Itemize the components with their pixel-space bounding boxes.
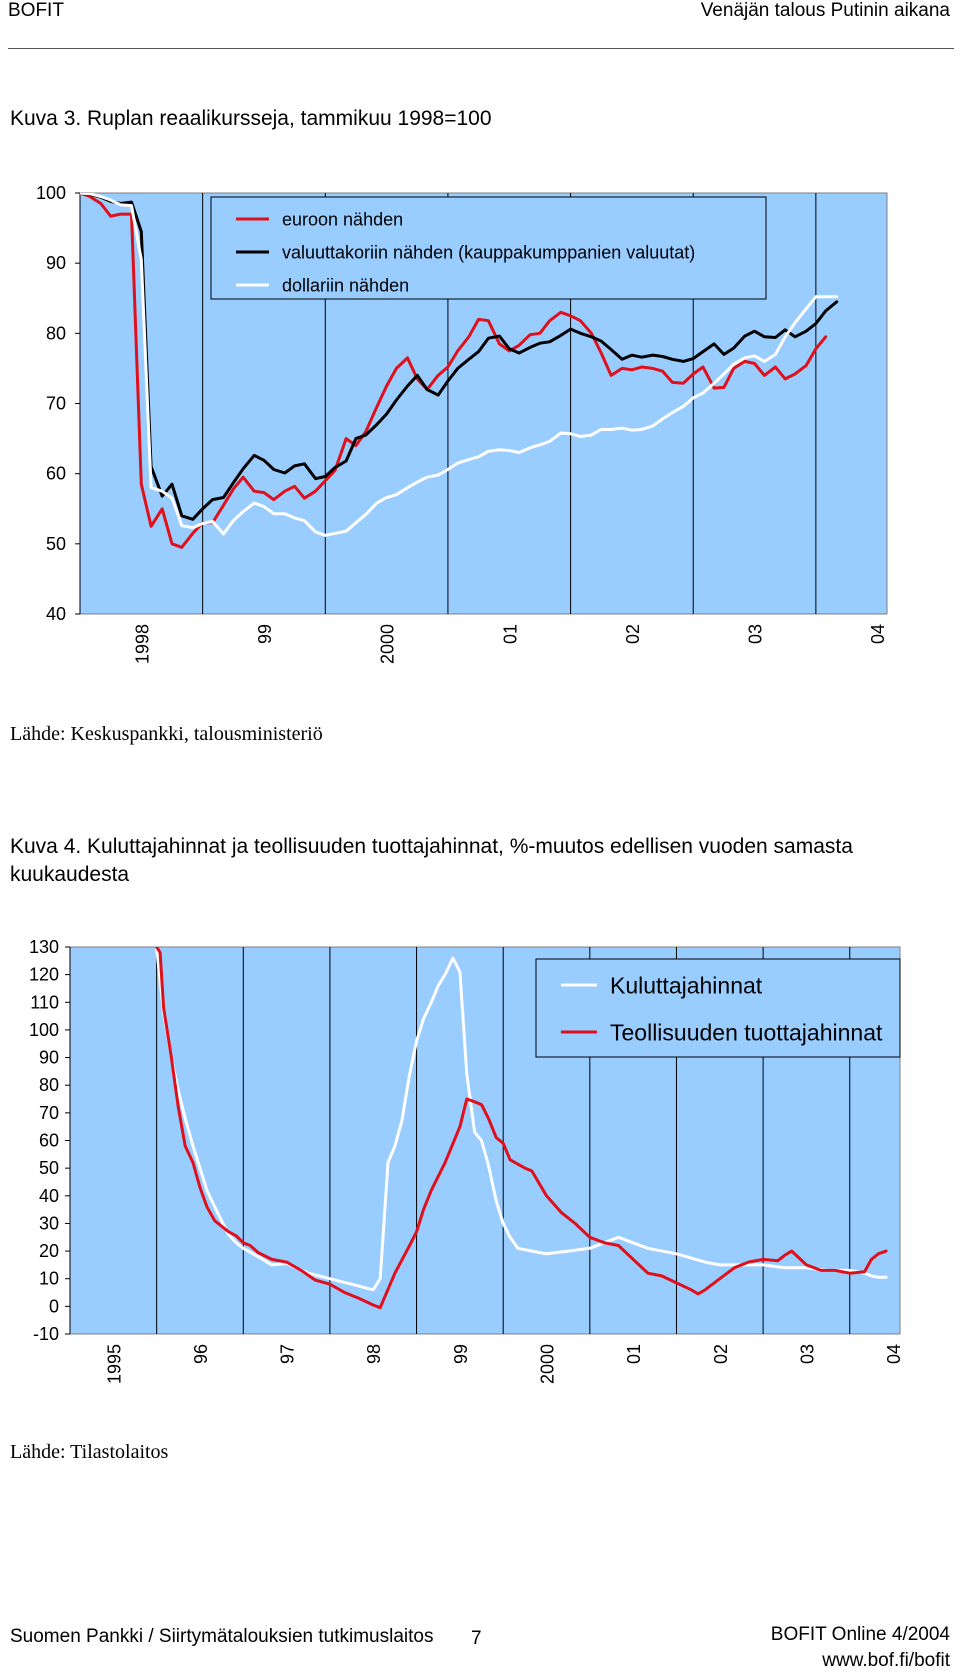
- y-tick-label: 70: [45, 393, 66, 414]
- footer-left: Suomen Pankki / Siirtymätalouksien tutkimuslaitos: [10, 1626, 434, 1647]
- x-tick-label: 98: [364, 1344, 385, 1365]
- x-tick-label: 96: [190, 1344, 211, 1365]
- x-tick-label: 97: [277, 1344, 298, 1365]
- x-tick-label: 01: [500, 624, 521, 645]
- x-tick-label: 2000: [537, 1344, 558, 1385]
- y-tick-label: 90: [45, 253, 66, 274]
- header-left: BOFIT: [8, 0, 64, 21]
- x-tick-label: 02: [710, 1344, 731, 1365]
- legend-label-0: Kuluttajahinnat: [610, 972, 763, 999]
- y-tick-label: 90: [38, 1047, 59, 1068]
- x-tick-label: 01: [624, 1344, 645, 1365]
- y-tick-label: 60: [38, 1130, 59, 1151]
- y-tick-label: 20: [38, 1241, 59, 1262]
- x-tick-label: 2000: [377, 624, 398, 665]
- footer-publication: BOFIT Online 4/2004: [770, 1624, 950, 1645]
- chart-price-inflation: [0, 930, 960, 1410]
- y-tick-label: 70: [38, 1102, 59, 1123]
- y-tick-label: 30: [38, 1213, 59, 1234]
- legend-label-2: dollariin nähden: [282, 275, 410, 296]
- x-tick-label: 02: [622, 624, 643, 645]
- figure3-source: Lähde: Keskuspankki, talousministeriö: [10, 723, 323, 745]
- header-right: Venäjän talous Putinin aikana: [700, 0, 950, 21]
- figure4-source: Lähde: Tilastolaitos: [10, 1441, 169, 1463]
- chart-real-exchange-rates: [0, 160, 960, 665]
- x-tick-label: 04: [868, 624, 889, 645]
- x-tick-label: 99: [450, 1344, 471, 1365]
- footer-right: [771, 1624, 950, 1672]
- figure3-caption: Kuva 3. Ruplan reaalikursseja, tammikuu 1998=100: [10, 107, 492, 130]
- y-tick-label: 130: [28, 937, 59, 957]
- y-tick-label: 40: [45, 604, 66, 624]
- legend-label-0: euroon nähden: [282, 209, 404, 230]
- x-tick-label: 03: [745, 624, 766, 645]
- y-tick-label: 110: [30, 992, 59, 1013]
- y-tick-label: 80: [38, 1075, 59, 1096]
- y-tick-label: 50: [45, 533, 66, 554]
- page-number: 7: [471, 1628, 482, 1649]
- y-tick-label: 60: [45, 463, 66, 484]
- header-rule: [8, 48, 954, 49]
- legend-label-1: Teollisuuden tuottajahinnat: [610, 1019, 883, 1046]
- y-tick-label: 40: [38, 1185, 59, 1206]
- y-tick-label: 50: [38, 1158, 59, 1179]
- x-tick-label: 03: [797, 1344, 818, 1365]
- x-tick-label: 1995: [104, 1344, 125, 1385]
- y-tick-label: 10: [38, 1268, 59, 1289]
- y-tick-label: 100: [35, 183, 66, 203]
- y-tick-label: -10: [32, 1324, 59, 1344]
- x-tick-label: 1998: [132, 624, 153, 665]
- y-tick-label: 120: [28, 964, 59, 985]
- figure4-caption: Kuva 4. Kuluttajahinnat ja teollisuuden tuottajahinnat, %-muutos edellisen vuoden samasta kuukaudesta: [10, 835, 853, 886]
- y-tick-label: 0: [48, 1296, 59, 1317]
- y-tick-label: 100: [28, 1019, 59, 1040]
- legend-label-1: valuuttakoriin nähden (kauppakumppanien valuutat): [282, 242, 696, 263]
- x-tick-label: 04: [884, 1344, 905, 1365]
- footer-url: www.bof.fi/bofit: [822, 1650, 950, 1671]
- x-tick-label: 99: [254, 624, 275, 645]
- y-tick-label: 80: [45, 323, 66, 344]
